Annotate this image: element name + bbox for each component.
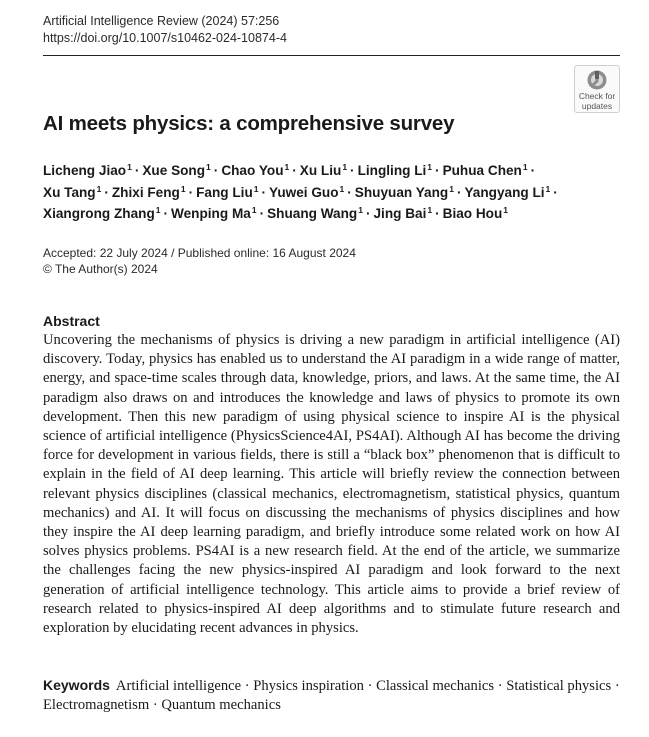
author-name[interactable]: Shuyuan Yang bbox=[354, 184, 449, 200]
author-separator: · bbox=[213, 163, 219, 178]
author-name[interactable]: Wenping Ma bbox=[171, 206, 251, 221]
author-affiliation: 1 bbox=[206, 162, 211, 172]
author-affiliation: 1 bbox=[180, 183, 186, 194]
author-separator: · bbox=[435, 163, 440, 178]
author-separator: · bbox=[104, 184, 109, 200]
author-separator: · bbox=[365, 206, 371, 221]
author-affiliation: 1 bbox=[427, 162, 433, 172]
author-name[interactable]: Puhua Chen bbox=[442, 163, 522, 178]
abstract-text: Uncovering the mechanisms of physics is driving a new paradigm in artificial intelligence (AI) discovery. Today, physics has enabled us to understand the AI paradigm in a wide range of matter, energy, and space-time scales through data, knowledge, priors, and laws. At the same time, the AI paradigm also draws on and introduces the knowledge and laws of physics to promote its own development. Then this new paradigm of using physical science to inspire AI is the physical science of artificial intelligence (PhysicsScience4AI, PS4AI). Although AI has become the driving force for development in various fields, there is still a “black box” phenomenon that is difficult to explain in the field of AI deep learning. This article will briefly review the connection between relevant physics disciplines (classical mechanics, electromagnetism, statistical physics, quantum mechanics) and AI. It will focus on discussing the mechanisms of physics disciplines and how they inspire the AI deep learning paradigm, and briefly introduce some related work on how AI solves physics problems. PS4AI is a new research field. At the end of the article, we summarize the challenges facing the new physics-inspired AI paradigm and look forward to the next generation of artificial intelligence technology. This article aims to provide a brief review of research related to physics-inspired AI deep algorithms and to stimulate future research and exploration by elucidating recent advances in physics. bbox=[43, 332, 620, 637]
author-name[interactable]: Zhixi Feng bbox=[111, 184, 180, 200]
author-separator: · bbox=[163, 206, 169, 221]
header-divider bbox=[43, 55, 620, 56]
journal-citation: Artificial Intelligence Review (2024) 57:256 bbox=[43, 14, 280, 28]
author-affiliation: 1 bbox=[427, 205, 433, 215]
check-for-updates-badge[interactable] bbox=[574, 65, 620, 113]
author-affiliation: 1 bbox=[449, 183, 454, 194]
author-affiliation: 1 bbox=[522, 162, 528, 172]
publication-dates: Accepted: 22 July 2024 / Published online: 16 August 2024 bbox=[43, 246, 356, 260]
author-name[interactable]: Yuwei Guo bbox=[269, 184, 339, 200]
badge-line-1: Check for bbox=[578, 91, 616, 101]
author-name[interactable]: Licheng Jiao bbox=[43, 163, 127, 178]
author-affiliation: 1 bbox=[96, 183, 102, 194]
author-name[interactable]: Biao Hou bbox=[442, 206, 503, 221]
abstract-heading: Abstract bbox=[43, 313, 100, 329]
author-name[interactable]: Xiangrong Zhang bbox=[43, 206, 155, 221]
badge-line-2: updates bbox=[581, 100, 613, 111]
author-separator: · bbox=[134, 163, 140, 178]
author-name[interactable]: Yangyang Li bbox=[464, 184, 545, 200]
author-name[interactable]: Jing Bai bbox=[373, 206, 427, 221]
author-name[interactable]: Lingling Li bbox=[357, 163, 427, 178]
doi-link[interactable]: https://doi.org/10.1007/s10462-024-10874-4 bbox=[43, 31, 287, 45]
author-separator: · bbox=[292, 163, 297, 178]
keywords-text: Artificial intelligence · Physics inspiration · Classical mechanics · Statistical physics · Electromagnetism · Quantum mechanics bbox=[43, 678, 620, 714]
copyright-notice: © The Author(s) 2024 bbox=[43, 262, 158, 276]
author-separator: · bbox=[188, 184, 194, 200]
author-affiliation: 1 bbox=[155, 205, 161, 215]
author-affiliation: 1 bbox=[127, 162, 132, 172]
author-separator: · bbox=[553, 184, 558, 200]
check-for-updates-icon bbox=[586, 69, 608, 91]
author-name[interactable]: Shuang Wang bbox=[267, 206, 358, 221]
author-affiliation: 1 bbox=[284, 162, 290, 172]
author-separator: · bbox=[530, 163, 536, 178]
author-affiliation: 1 bbox=[503, 205, 509, 215]
keywords-block bbox=[43, 676, 620, 715]
author-separator: · bbox=[261, 184, 267, 200]
author-name[interactable]: Xu Tang bbox=[43, 184, 96, 200]
author-list bbox=[43, 160, 603, 225]
author-name[interactable]: Chao You bbox=[221, 163, 284, 178]
author-affiliation: 1 bbox=[545, 183, 551, 194]
author-separator: · bbox=[456, 184, 462, 200]
article-title: AI meets physics: a comprehensive survey bbox=[43, 112, 455, 135]
author-affiliation: 1 bbox=[358, 205, 363, 215]
keywords-label: Keywords bbox=[43, 677, 110, 693]
author-separator: · bbox=[347, 184, 352, 200]
author-affiliation: 1 bbox=[253, 183, 259, 194]
author-affiliation: 1 bbox=[251, 205, 257, 215]
author-affiliation: 1 bbox=[339, 183, 345, 194]
author-affiliation: 1 bbox=[342, 162, 348, 172]
author-name[interactable]: Fang Liu bbox=[196, 184, 253, 200]
author-name[interactable]: Xue Song bbox=[142, 163, 206, 178]
author-separator: · bbox=[259, 206, 265, 221]
author-name[interactable]: Xu Liu bbox=[299, 163, 342, 178]
author-separator: · bbox=[350, 163, 355, 178]
author-separator: · bbox=[435, 206, 440, 221]
